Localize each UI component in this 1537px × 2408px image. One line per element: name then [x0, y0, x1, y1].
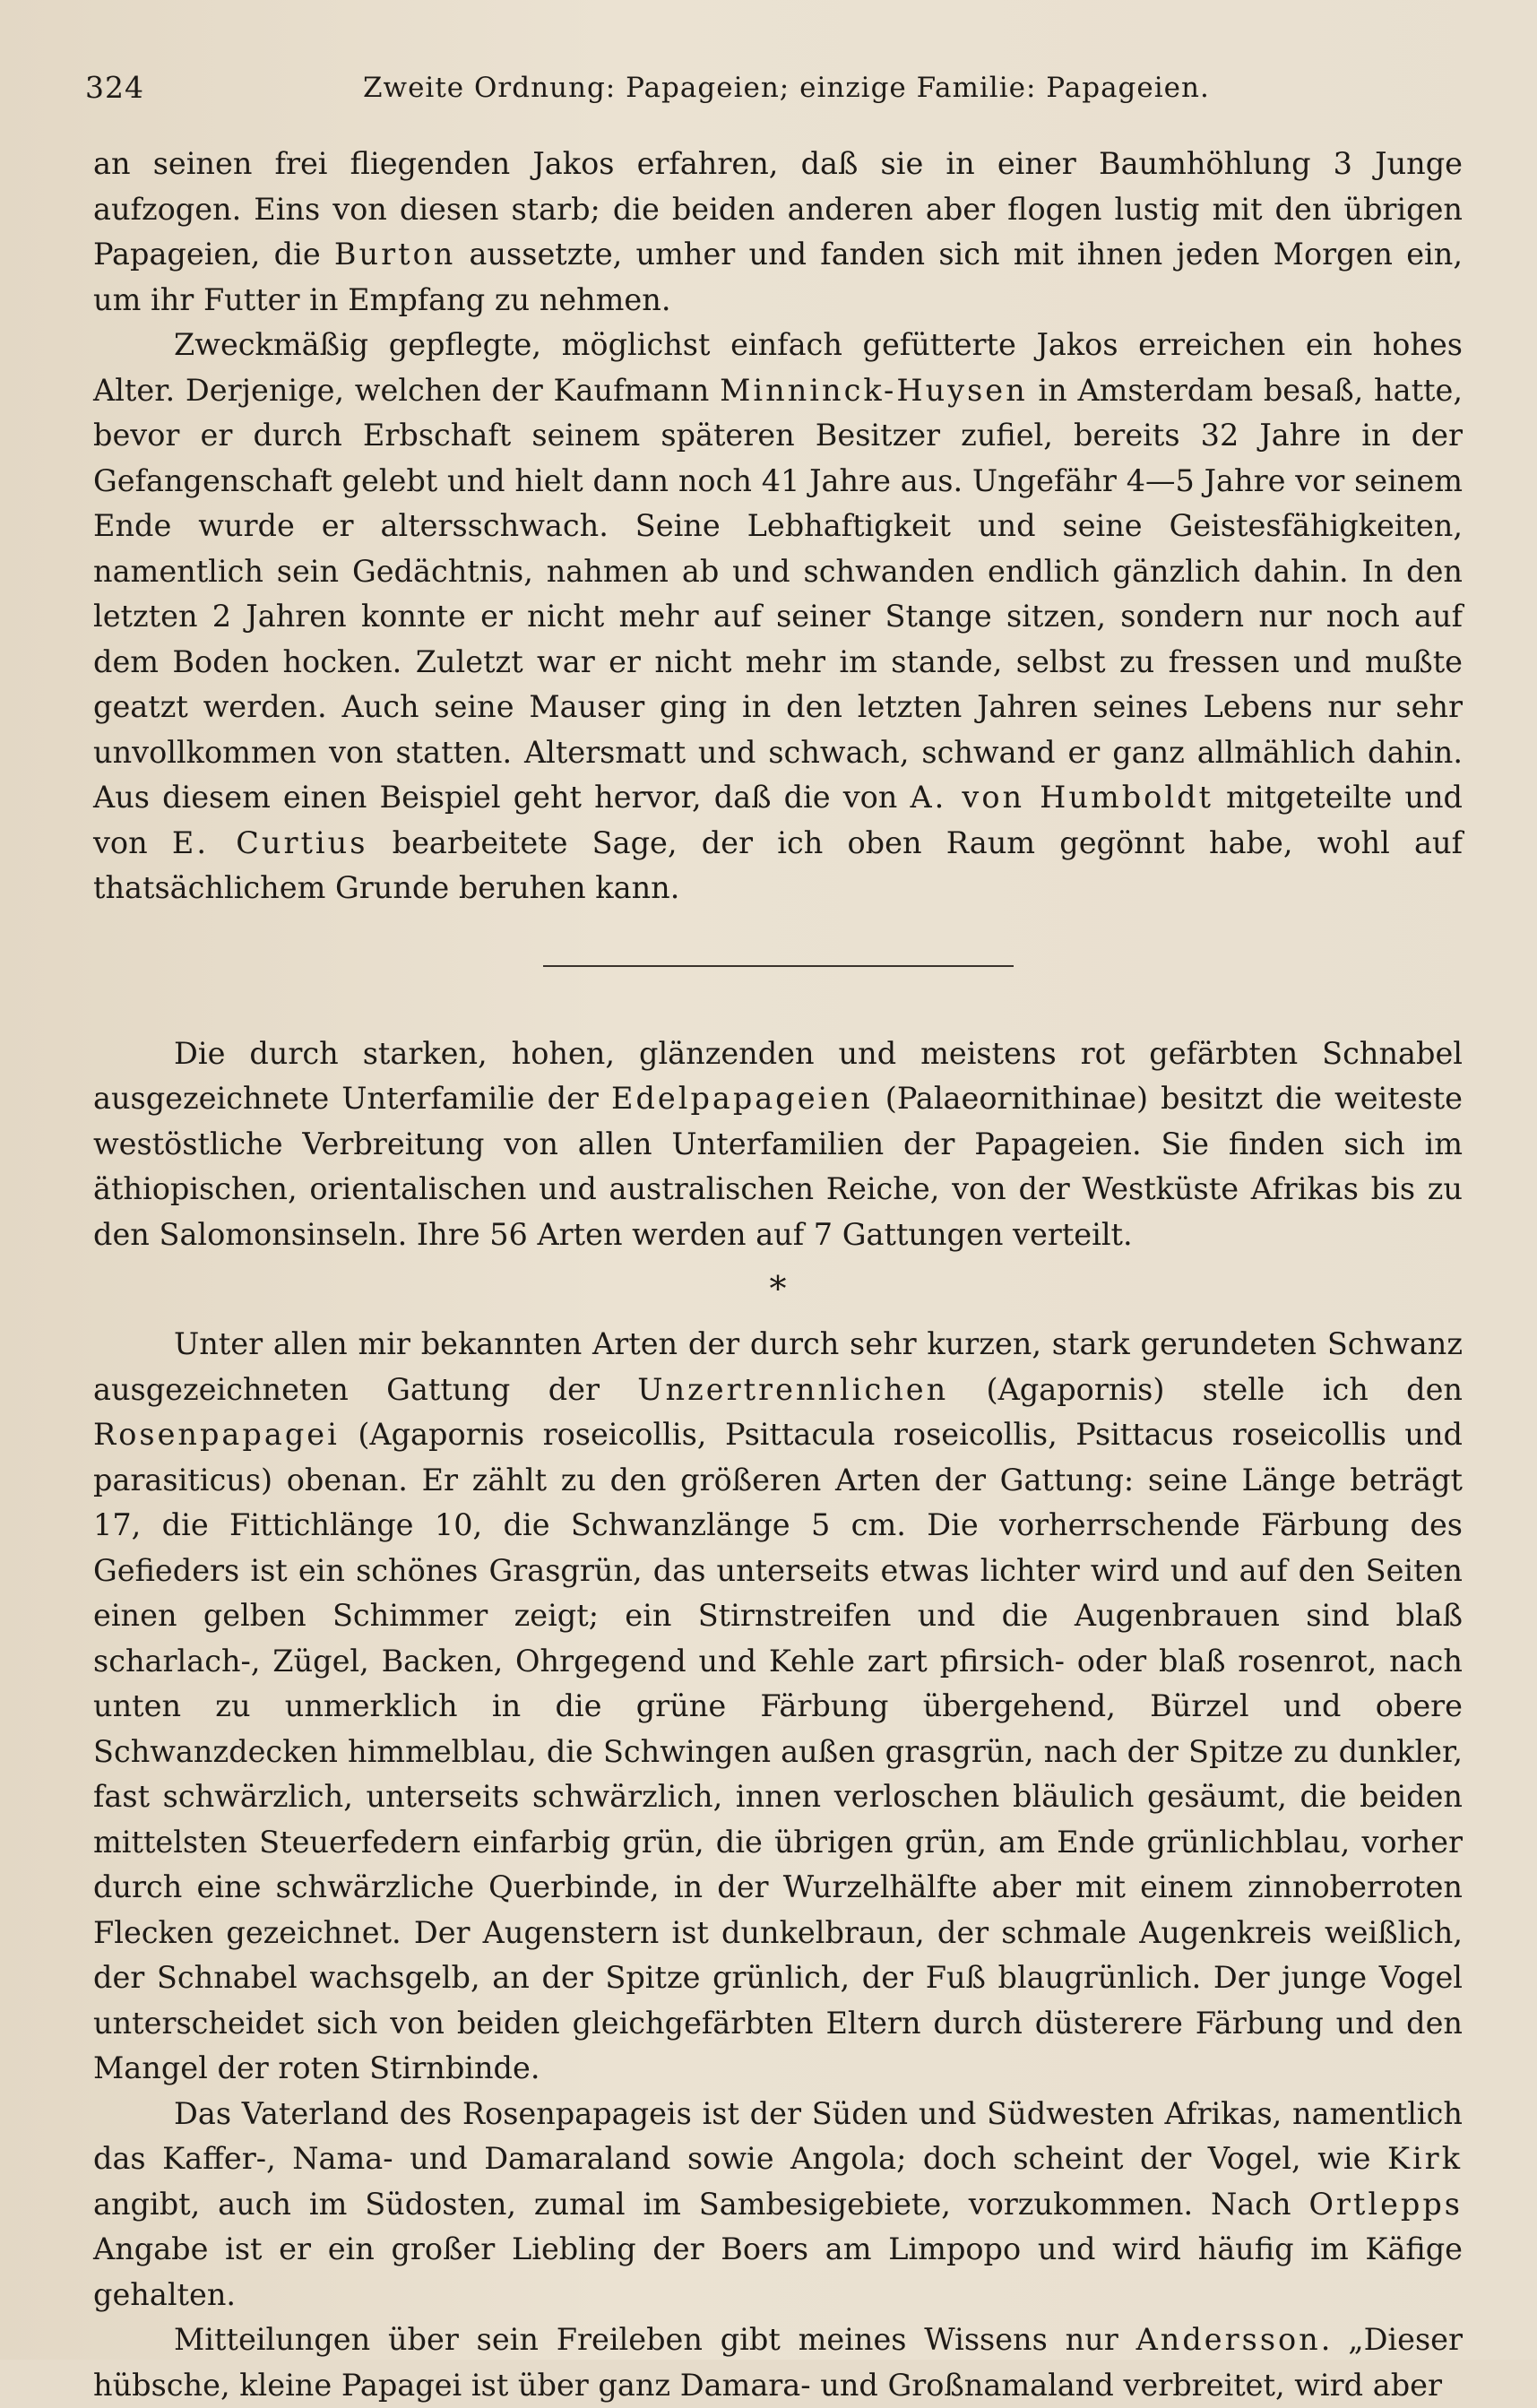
person-name: Burton [333, 237, 456, 272]
person-name: E. Curtius [171, 824, 368, 860]
text-run: Unter allen mir bekannten Arten der durch sehr kurzen, stark gerundeten Schwanz ausgezeichneten Gattung der [93, 1326, 1463, 1407]
person-name: Kirk [1386, 2141, 1463, 2176]
taxon-name: Rosenpapagei [93, 1417, 340, 1452]
text-run: mitgeteilte und von [93, 780, 1464, 860]
paragraph-2 [93, 323, 1463, 911]
running-head: Zweite Ordnung: Papageien; einzige Familie: Papageien. [363, 72, 1210, 104]
paragraph-4 [93, 1322, 1463, 2092]
taxon-name: Unzertrennlichen [637, 1371, 949, 1407]
person-name: Minninck-Huysen [720, 372, 1028, 408]
taxon-name: Edelpapageien [611, 1081, 873, 1116]
text-run: Zweckmäßig gepflegte, möglichst einfach gefütterte Jakos erreichen ein hohes Alter. Derjenige, welchen der Kaufmann [93, 327, 1463, 408]
text-run: Mitteilungen über sein Freileben gibt meines Wissens nur [174, 2322, 1136, 2357]
person-name: Andersson [1135, 2322, 1321, 2357]
body-text [93, 142, 1463, 2408]
text-run: angibt, auch im Südosten, zumal im Sambesigebiete, vorzukommen. Nach [93, 2186, 1309, 2222]
paragraph-6 [93, 2317, 1463, 2408]
paragraph-3 [93, 1031, 1463, 1258]
text-run: an seinen frei fliegenden Jakos erfahren, daß sie in einer Baumhöhlung 3 Junge aufzogen. Eins von diesen starb; die beiden anderen aber flogen lustig mit den übrigen Papageien, die [93, 146, 1463, 272]
text-run: (Agapornis) stelle ich den [948, 1371, 1463, 1407]
text-run: Das Vaterland des Rosenpapageis ist der Süden und Südwesten Afrikas, namentlich das Kaffer-, Nama- und Damaraland sowie Angola; doch scheint der Vogel, wie [93, 2095, 1463, 2176]
section-divider [543, 965, 1014, 967]
text-run: aussetzte, umher und fanden sich mit ihnen jeden Morgen ein, um ihr Futter in Empfang zu nehmen. [93, 237, 1463, 317]
person-name: A. von Humboldt [910, 780, 1213, 815]
text-run: bearbeitete Sage, der ich oben Raum gegönnt habe, wohl auf thatsächlichem Grunde beruhen kann. [93, 824, 1464, 905]
page-header [85, 70, 1465, 124]
text-run: Angabe ist er ein großer Liebling der Boers am Limpopo und wird häufig im Käfige gehalten. [93, 2231, 1463, 2312]
text-run: in Amsterdam besaß, hatte, bevor er durch Erbschaft seinem späteren Besitzer zufiel, bereits 32 Jahre in der Gefangenschaft gelebt und hielt dann noch 41 Jahre aus. Ungefähr 4—5 Jahre vor seinem Ende wurde er altersschwach. Seine Lebhaftigkeit und seine Geistesfähigkeiten, namentlich sein Gedächtnis, nahmen ab und schwanden endlich gänzlich dahin. In den letzten 2 Jahren konnte er nicht mehr auf seiner Stange sitzen, sondern nur noch auf dem Boden hocken. Zuletzt war er nicht mehr im stande, selbst zu fressen und mußte geatzt werden. Auch seine Mauser ging in den letzten Jahren seines Lebens nur sehr unvollkommen von statten. Altersmatt und schwach, schwand er ganz allmählich dahin. Aus diesem einen Beispiel geht hervor, daß die von [93, 372, 1463, 815]
text-run: Die durch starken, hohen, glänzenden und meistens rot gefärbten Schnabel ausgezeichnete Unterfamilie der [93, 1035, 1463, 1116]
paragraph-1 [93, 142, 1463, 323]
paragraph-5 [93, 2092, 1463, 2318]
asterisk-separator: * [769, 1269, 787, 1308]
text-run: . „Dieser hübsche, kleine Papagei ist über ganz Damara- und Großnamaland verbreitet, wird aber [93, 2322, 1463, 2403]
page-number: 324 [85, 70, 144, 105]
person-name: Ortlepps [1308, 2186, 1463, 2222]
text-run: (Palaeornithinae) besitzt die weiteste westöstliche Verbreitung von allen Unterfamilien der Papageien. Sie finden sich im äthiopischen, orientalischen und australischen Reiche, von der Westküste Afrikas bis zu den Salomonsinseln. Ihre 56 Arten werden auf 7 Gattungen verteilt. [93, 1081, 1463, 1252]
text-run: (Agapornis roseicollis, Psittacula roseicollis, Psittacus roseicollis und parasiticus) obenan. Er zählt zu den größeren Arten der Gattung: seine Länge beträgt 17, die Fittichlänge 10, die Schwanzlänge 5 cm. Die vorherrschende Färbung des Gefieders ist ein schönes Grasgrün, das unterseits etwas lichter wird und auf den Seiten einen gelben Schimmer zeigt; ein Stirnstreifen und die Augenbrauen sind blaß scharlach-, Zügel, Backen, Ohrgegend und Kehle zart pfirsich- oder blaß rosenrot, nach unten zu unmerklich in die grüne Färbung übergehend, Bürzel und obere Schwanzdecken himmelblau, die Schwingen außen grasgrün, nach der Spitze zu dunkler, fast schwärzlich, unterseits schwärzlich, innen verloschen bläulich gesäumt, die beiden mittelsten Steuerfedern einfarbig grün, die übrigen grün, am Ende grünlichblau, vorher durch eine schwärzliche Querbinde, in der Wurzelhälfte aber mit einem zinnoberroten Flecken gezeichnet. Der Augenstern ist dunkelbraun, der schmale Augenkreis weißlich, der Schnabel wachsgelb, an der Spitze grünlich, der Fuß blaugrünlich. Der junge Vogel unterscheidet sich von beiden gleichgefärbten Eltern durch düsterere Färbung und den Mangel der roten Stirnbinde. [93, 1417, 1463, 2085]
